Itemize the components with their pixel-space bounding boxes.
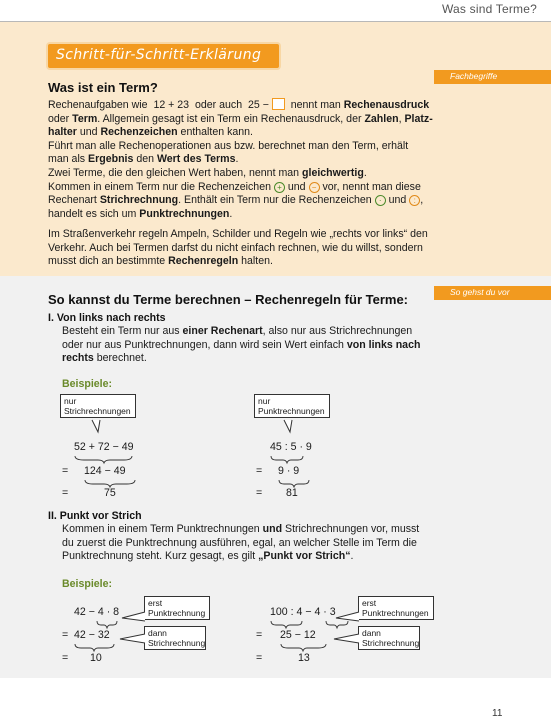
callout-line: nur	[258, 396, 271, 406]
text-span: .	[363, 166, 367, 179]
callout-pointer	[282, 420, 294, 440]
text-line	[48, 126, 448, 140]
text-span: , also nur aus Strichrechnungen	[262, 325, 413, 337]
text-span: Strichrechnungen vor, musst	[285, 523, 420, 535]
ex4-eq2: =	[256, 652, 263, 664]
text-span: musst dich an bestimmte	[48, 255, 166, 268]
text-span: ,	[420, 194, 424, 207]
text-span: nennt man	[290, 99, 341, 111]
callout-pointer	[334, 634, 360, 646]
ex4-eq: =	[256, 629, 263, 641]
text-line	[48, 153, 448, 167]
callout-line: dann	[362, 628, 381, 638]
callout-strichrechnungen	[60, 394, 136, 418]
callout-line: Punktrechnung	[148, 608, 206, 618]
ex4-row2: 25 − 12	[280, 629, 316, 641]
callout-punktrechnungen	[254, 394, 330, 418]
ex2-eq2: =	[256, 487, 263, 499]
ex4-row1: 100 : 4 − 4 · 3	[270, 606, 336, 618]
ex2-eq: =	[256, 465, 263, 477]
text-span: den	[136, 153, 155, 166]
text-span: .	[350, 550, 354, 563]
keyword: Strichrechnung	[99, 194, 179, 207]
text-line	[62, 339, 442, 353]
text-line	[48, 208, 448, 222]
ex3-result: 10	[90, 652, 102, 664]
keyword: Rechenausdruck	[343, 99, 430, 111]
callout-line: Strichrechnung	[148, 638, 206, 648]
text-line: Verkehr. Auch bei Termen darfst du nicht einfach rechnen, wie du willst, sondern	[48, 241, 423, 254]
callout-pointer	[122, 612, 146, 624]
examples-label: Beispiele:	[62, 378, 113, 390]
brace-ex2	[270, 455, 306, 463]
keyword: Term	[72, 112, 98, 125]
text-span: Zwei Terme, die den gleichen Wert haben, nennt man	[48, 166, 300, 179]
ex2-row2: 9 · 9	[278, 465, 300, 477]
text-span: und	[388, 194, 407, 207]
callout-pointer	[336, 612, 360, 624]
rule1-paragraph	[62, 325, 442, 366]
rule2-title: II. Punkt vor Strich	[48, 510, 142, 522]
text-span: .	[235, 153, 239, 166]
dot-circle-icon: ·	[375, 195, 386, 206]
text-span: berechnet.	[96, 352, 147, 365]
rule2-paragraph	[62, 523, 442, 564]
ex1-result: 75	[104, 487, 116, 499]
callout-pointer	[120, 634, 146, 646]
section-heading-rules: So kannst du Terme berechnen – Rechenregeln für Terme:	[48, 292, 409, 307]
callout-line: nur	[64, 396, 77, 406]
text-span: oder auch	[194, 99, 243, 111]
keyword: von links nach	[346, 338, 421, 351]
callout-line: dann	[148, 628, 167, 638]
callout-line: Strichrechnungen	[64, 406, 131, 416]
keyword: „Punkt vor Strich“	[258, 550, 351, 563]
text-line	[48, 98, 448, 113]
keyword: Rechenregeln	[168, 255, 239, 268]
ex4-result: 13	[298, 652, 310, 664]
ex1-row1: 52 + 72 − 49	[74, 441, 134, 453]
text-span: ,	[398, 112, 402, 125]
text-line	[62, 550, 442, 564]
keyword: rechts	[62, 352, 94, 365]
callout-line: Strichrechnung	[362, 638, 420, 648]
text-span: Besteht ein Term nur aus	[62, 325, 180, 337]
page-number: 11	[492, 708, 503, 719]
brace-ex2b	[278, 479, 312, 487]
text-line	[48, 181, 448, 195]
keyword: Ergebnis	[88, 153, 134, 166]
text-span: oder nur aus Punktrechnungen, dann wird sein Wert einfach	[62, 338, 344, 351]
text-line	[48, 255, 448, 269]
examples-label-2: Beispiele:	[62, 578, 113, 590]
text-span: Kommen in einem Term nur die Rechenzeichen	[48, 180, 271, 193]
keyword: gleichwertig	[302, 166, 364, 179]
text-span: .	[229, 207, 233, 220]
text-line	[48, 194, 448, 208]
text-line	[62, 352, 442, 366]
rule1-title: I. Von links nach rechts	[48, 312, 166, 324]
text-line	[48, 113, 448, 127]
section-heading-term: Was ist ein Term?	[48, 80, 158, 95]
keyword: halter	[48, 126, 77, 139]
text-line	[48, 167, 448, 181]
callout-line: erst	[362, 598, 377, 608]
text-line: Führt man alle Rechenoperationen aus bzw. berechnet man den Term, erhält	[48, 139, 409, 152]
text-span: und	[79, 126, 98, 139]
minus-circle-icon: −	[309, 182, 320, 193]
page-title: Was sind Terme?	[441, 2, 537, 16]
keyword: und	[262, 523, 283, 535]
callout-dann-strichrechnung	[144, 626, 206, 650]
callout-erst-punktrechnungen	[358, 596, 434, 620]
text-line	[62, 325, 442, 339]
brace-ex3	[96, 620, 118, 628]
ex3-row1: 42 − 4 · 8	[74, 606, 120, 618]
side-tag-label: So gehst du vor	[450, 287, 510, 297]
ex2-result: 81	[286, 487, 298, 499]
text-span: Rechenart	[48, 194, 97, 207]
callout-dann-strichrechnung-2	[358, 626, 420, 650]
ex1-eq: =	[62, 465, 69, 477]
term-example: 12 + 23	[153, 99, 190, 111]
callout-line: Punktrechnungen	[258, 406, 325, 416]
text-span: . Enthält ein Term nur die Rechenzeichen	[178, 194, 372, 207]
text-span: oder	[48, 112, 70, 125]
ex3-eq2: =	[62, 652, 69, 664]
text-span: Punktrechnung steht. Kurz gesagt, es gilt	[62, 550, 256, 563]
callout-pointer	[90, 420, 102, 440]
content-area	[0, 22, 551, 678]
keyword: einer Rechenart	[182, 325, 263, 337]
brace-ex1b	[84, 479, 136, 487]
text-span: handelt es sich um	[48, 207, 137, 220]
text-span: halten.	[241, 255, 273, 268]
ex1-eq2: =	[62, 487, 69, 499]
keyword: Rechenzeichen	[100, 126, 178, 139]
side-tag-so-gehst-du-vor	[434, 286, 551, 300]
text-span: und	[287, 180, 306, 193]
text-span: . Allgemein gesagt ist ein Term ein Rechenausdruck, der	[97, 112, 362, 125]
text-line	[62, 523, 442, 537]
placeholder-box-icon	[272, 98, 285, 110]
term-example: 25 −	[247, 99, 269, 111]
definition-paragraph	[48, 98, 448, 221]
divide-circle-icon: :	[409, 195, 420, 206]
callout-line: Punktrechnungen	[362, 608, 429, 618]
callout-erst-punktrechnung	[144, 596, 210, 620]
brace-ex1	[74, 455, 134, 463]
ex3-row2: 42 − 32	[74, 629, 110, 641]
ex2-row1: 45 : 5 · 9	[270, 441, 312, 453]
keyword: Zahlen	[364, 112, 399, 125]
badge-label: Schritt-für-Schritt-Erklärung	[56, 47, 262, 63]
brace-ex4b	[280, 643, 328, 651]
brace-ex3b	[74, 643, 116, 651]
traffic-paragraph	[48, 228, 448, 269]
keyword: Platz-	[404, 112, 433, 125]
ex3-eq: =	[62, 629, 69, 641]
text-span: enthalten kann.	[180, 126, 253, 139]
text-span: vor, nennt man diese	[322, 180, 421, 193]
side-tag-label: Fachbegriffe	[450, 71, 498, 81]
text-line: Im Straßenverkehr regeln Ampeln, Schilder und Regeln wie „rechts vor links“ den	[48, 228, 428, 240]
plus-circle-icon: +	[274, 182, 285, 193]
step-by-step-badge	[48, 44, 279, 68]
callout-line: erst	[148, 598, 163, 608]
page-header	[0, 0, 551, 22]
keyword: Punktrechnungen	[139, 207, 230, 220]
text-span: man als	[48, 153, 86, 166]
text-span: Kommen in einem Term Punktrechnungen	[62, 523, 260, 535]
text-span: Rechenaufgaben wie	[48, 99, 148, 111]
keyword: Wert des Terms	[156, 153, 236, 166]
text-line: du zuerst die Punktrechnung ausführen, egal, an welcher Stelle im Term die	[62, 536, 417, 549]
ex1-row2: 124 − 49	[84, 465, 126, 477]
side-tag-fachbegriffe	[434, 70, 551, 84]
